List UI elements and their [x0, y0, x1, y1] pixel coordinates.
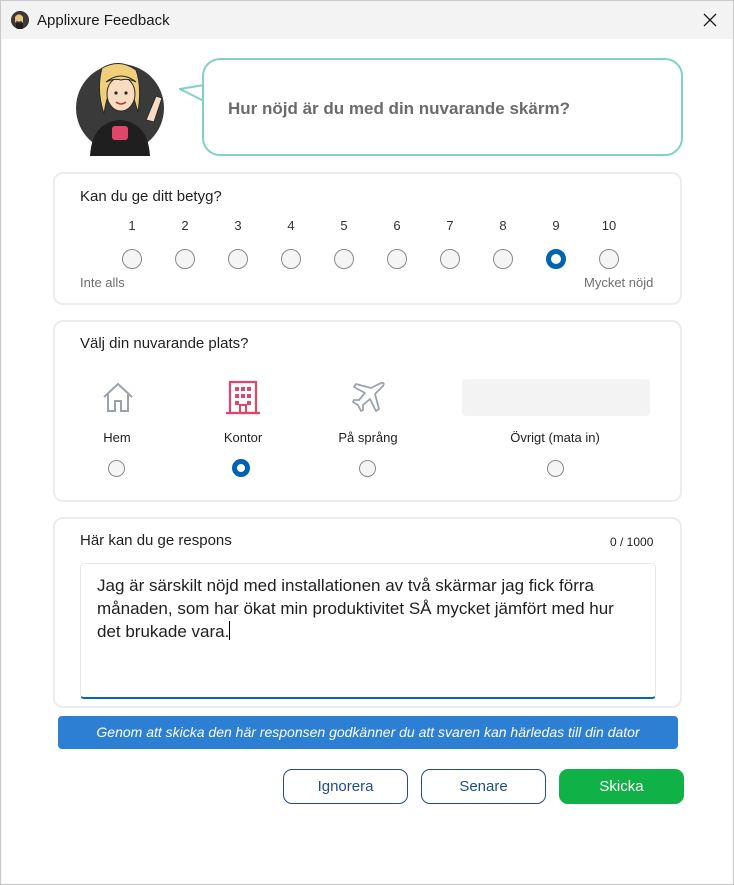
- send-button[interactable]: Skicka: [559, 769, 684, 804]
- rating-number: 8: [499, 218, 507, 233]
- rating-radio-6[interactable]: [387, 249, 407, 269]
- location-radio-home[interactable]: [108, 460, 125, 477]
- rating-number: 1: [128, 218, 136, 233]
- ignore-button[interactable]: Ignorera: [283, 769, 408, 804]
- rating-number: 3: [234, 218, 242, 233]
- rating-number: 10: [601, 218, 617, 233]
- option-label-on-the-go: På språng: [338, 430, 398, 445]
- location-radio-on-the-go[interactable]: [359, 460, 376, 477]
- location-title: Välj din nuvarande plats?: [80, 335, 249, 352]
- feedback-textarea[interactable]: [80, 563, 656, 699]
- location-radio-office[interactable]: [232, 459, 250, 477]
- question-text: Hur nöjd är du med din nuvarande skärm?: [228, 99, 570, 118]
- rating-number: 4: [287, 218, 295, 233]
- rating-radio-4[interactable]: [281, 249, 301, 269]
- feedback-text: Jag är särskilt nöjd med installationen av två skärmar jag fick förra månaden, som har ökat min produktivitet SÅ mycket jämfört med hur det brukade vara.: [97, 576, 614, 641]
- feedback-title: Här kan du ge respons: [80, 532, 232, 549]
- title-bar: [1, 1, 733, 39]
- home-icon: [102, 382, 134, 413]
- text-caret: [229, 621, 230, 640]
- rating-number: 6: [393, 218, 401, 233]
- later-button[interactable]: Senare: [421, 769, 546, 804]
- app-avatar-icon: [11, 11, 29, 29]
- rating-radio-8[interactable]: [493, 249, 513, 269]
- rating-number: 9: [552, 218, 560, 233]
- rating-radio-5[interactable]: [334, 249, 354, 269]
- close-button[interactable]: [687, 1, 733, 39]
- rating-number: 2: [181, 218, 189, 233]
- airplane-icon: [351, 379, 387, 415]
- consent-notice: Genom att skicka den här responsen godkänner du att svaren kan härledas till din dator: [58, 716, 678, 749]
- character-counter: 0 / 1000: [610, 535, 654, 549]
- rating-radio-10[interactable]: [599, 249, 619, 269]
- window-title: Applixure Feedback: [37, 12, 170, 29]
- close-icon: [703, 13, 717, 27]
- other-location-input[interactable]: [462, 379, 650, 416]
- rating-radio-3[interactable]: [228, 249, 248, 269]
- option-label-home: Hem: [103, 430, 131, 445]
- rating-radio-9[interactable]: [546, 249, 566, 269]
- location-radio-other[interactable]: [547, 460, 564, 477]
- scale-low-label: Inte alls: [80, 275, 125, 290]
- option-label-office: Kontor: [223, 430, 263, 445]
- rating-radio-2[interactable]: [175, 249, 195, 269]
- rating-number: 5: [340, 218, 348, 233]
- office-building-icon: [225, 379, 261, 415]
- scale-high-label: Mycket nöjd: [584, 275, 654, 290]
- rating-radio-7[interactable]: [440, 249, 460, 269]
- rating-number: 7: [446, 218, 454, 233]
- rating-radio-1[interactable]: [122, 249, 142, 269]
- option-label-other: Övrigt (mata in): [510, 430, 600, 445]
- rating-title: Kan du ge ditt betyg?: [80, 188, 222, 205]
- mascot-avatar: [76, 60, 168, 156]
